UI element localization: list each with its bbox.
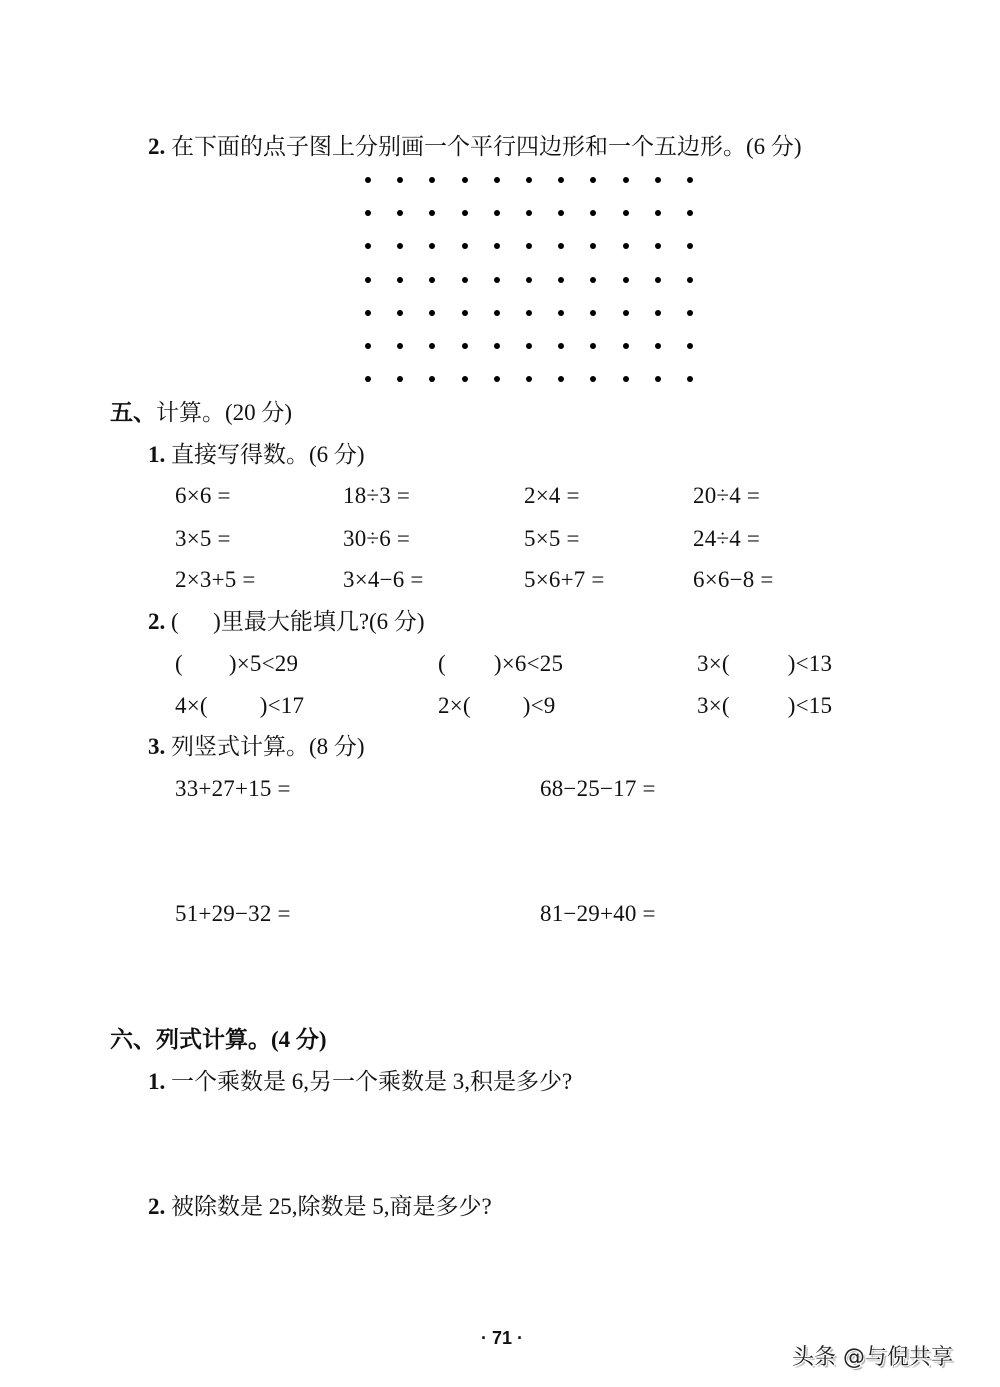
grid-dot[interactable] — [590, 343, 596, 349]
grid-dot[interactable] — [494, 210, 500, 216]
inequality — [438, 650, 563, 678]
inequality — [175, 692, 304, 720]
question-number: 1. — [148, 442, 166, 467]
grid-dot[interactable] — [655, 310, 661, 316]
grid-dot[interactable] — [558, 210, 564, 216]
grid-dot[interactable] — [687, 310, 693, 316]
grid-dot[interactable] — [590, 310, 596, 316]
question-number: 1. — [148, 1069, 166, 1094]
grid-dot[interactable] — [655, 210, 661, 216]
grid-dot[interactable] — [494, 177, 500, 183]
grid-dot[interactable] — [623, 210, 629, 216]
grid-dot[interactable] — [687, 210, 693, 216]
grid-dot[interactable] — [397, 376, 403, 382]
grid-dot[interactable] — [590, 277, 596, 283]
expression[interactable]: 30÷6 = — [343, 526, 411, 551]
grid-dot[interactable] — [365, 310, 371, 316]
inequality — [697, 650, 832, 678]
grid-dot[interactable] — [655, 277, 661, 283]
grid-dot[interactable] — [590, 177, 596, 183]
grid-dot[interactable] — [526, 310, 532, 316]
grid-dot[interactable] — [590, 243, 596, 249]
question-5-1 — [148, 441, 365, 469]
expression[interactable]: 3×4−6 = — [343, 567, 424, 592]
section-5-heading — [110, 399, 292, 427]
grid-dot[interactable] — [494, 343, 500, 349]
grid-dot[interactable] — [462, 310, 468, 316]
section-6-heading — [110, 1026, 327, 1054]
inequality — [175, 650, 298, 678]
grid-dot[interactable] — [365, 376, 371, 382]
question-6-2 — [148, 1193, 492, 1221]
grid-dot[interactable] — [687, 177, 693, 183]
section-title: 列式计算。(4 分) — [156, 1027, 327, 1052]
section-number: 五、 — [110, 400, 156, 425]
question-5-2 — [148, 608, 425, 636]
grid-dot[interactable] — [429, 177, 435, 183]
grid-dot[interactable] — [397, 177, 403, 183]
grid-dot[interactable] — [623, 177, 629, 183]
grid-dot[interactable] — [429, 210, 435, 216]
expression-suffix: )×6<25 — [493, 651, 564, 676]
grid-dot[interactable] — [655, 376, 661, 382]
expression[interactable]: 2×4 = — [524, 483, 580, 508]
grid-dot[interactable] — [429, 277, 435, 283]
grid-dot[interactable] — [462, 343, 468, 349]
grid-dot[interactable] — [623, 310, 629, 316]
grid-dot[interactable] — [429, 243, 435, 249]
grid-dot[interactable] — [397, 343, 403, 349]
expression-prefix: 3×( — [697, 651, 730, 676]
question-6-1 — [148, 1068, 572, 1096]
expression-prefix: 3×( — [697, 693, 730, 718]
expression[interactable]: 6×6 = — [175, 483, 231, 508]
grid-dot[interactable] — [462, 277, 468, 283]
grid-dot[interactable] — [365, 243, 371, 249]
question-text: 一个乘数是 6,另一个乘数是 3,积是多少? — [171, 1069, 573, 1094]
grid-dot[interactable] — [655, 343, 661, 349]
grid-dot[interactable] — [494, 376, 500, 382]
expression[interactable]: 2×3+5 = — [175, 567, 256, 592]
grid-dot[interactable] — [655, 243, 661, 249]
grid-dot[interactable] — [462, 177, 468, 183]
question-text: ( )里最大能填几?(6 分) — [171, 609, 425, 634]
grid-dot[interactable] — [526, 210, 532, 216]
grid-dot[interactable] — [687, 243, 693, 249]
grid-dot[interactable] — [558, 177, 564, 183]
page-number: · 71 · — [481, 1328, 524, 1348]
grid-dot[interactable] — [558, 277, 564, 283]
grid-dot[interactable] — [623, 376, 629, 382]
grid-dot[interactable] — [623, 277, 629, 283]
expression-prefix: ( — [175, 651, 183, 676]
expression[interactable]: 5×6+7 = — [524, 567, 605, 592]
question-text: 列竖式计算。(8 分) — [171, 734, 365, 759]
grid-dot[interactable] — [526, 277, 532, 283]
grid-dot[interactable] — [365, 210, 371, 216]
question-4-2 — [148, 133, 802, 161]
grid-dot[interactable] — [623, 343, 629, 349]
inequality — [697, 692, 832, 720]
grid-dot[interactable] — [623, 243, 629, 249]
expression[interactable]: 5×5 = — [524, 526, 580, 551]
expression[interactable]: 24÷4 = — [693, 526, 761, 551]
expression-prefix: 4×( — [175, 693, 208, 718]
question-number: 2. — [148, 134, 166, 159]
grid-dot[interactable] — [462, 210, 468, 216]
grid-dot[interactable] — [558, 243, 564, 249]
expression-prefix: ( — [438, 651, 446, 676]
question-text: 被除数是 25,除数是 5,商是多少? — [171, 1194, 492, 1219]
grid-dot[interactable] — [590, 210, 596, 216]
expression-prefix: 2×( — [438, 693, 471, 718]
grid-dot[interactable] — [462, 243, 468, 249]
grid-dot[interactable] — [462, 376, 468, 382]
grid-dot[interactable] — [526, 243, 532, 249]
section-number: 六、 — [110, 1027, 156, 1052]
grid-dot[interactable] — [526, 376, 532, 382]
grid-dot[interactable] — [397, 243, 403, 249]
expression-suffix: )<13 — [787, 651, 833, 676]
grid-dot[interactable] — [558, 343, 564, 349]
expression-suffix: )<9 — [522, 693, 556, 718]
grid-dot[interactable] — [365, 177, 371, 183]
vertical-calc-expression[interactable]: 68−25−17 = — [540, 776, 656, 801]
question-number: 2. — [148, 609, 166, 634]
grid-dot[interactable] — [429, 376, 435, 382]
expression[interactable]: 18÷3 = — [343, 483, 411, 508]
vertical-calc-expression[interactable]: 81−29+40 = — [540, 901, 656, 926]
expression[interactable]: 3×5 = — [175, 526, 231, 551]
grid-dot[interactable] — [397, 310, 403, 316]
grid-dot[interactable] — [687, 343, 693, 349]
expression-suffix: )×5<29 — [228, 651, 299, 676]
grid-dot[interactable] — [429, 343, 435, 349]
question-text: 在下面的点子图上分别画一个平行四边形和一个五边形。(6 分) — [171, 134, 802, 159]
grid-dot[interactable] — [655, 177, 661, 183]
expression-suffix: )<17 — [259, 693, 305, 718]
inequality — [438, 692, 555, 720]
grid-dot[interactable] — [494, 243, 500, 249]
grid-dot[interactable] — [494, 310, 500, 316]
grid-dot[interactable] — [687, 376, 693, 382]
vertical-calc-expression[interactable]: 33+27+15 = — [175, 776, 291, 801]
grid-dot[interactable] — [687, 277, 693, 283]
question-5-3 — [148, 733, 365, 761]
grid-dot[interactable] — [526, 177, 532, 183]
expression[interactable]: 20÷4 = — [693, 483, 761, 508]
grid-dot[interactable] — [558, 310, 564, 316]
grid-dot[interactable] — [365, 343, 371, 349]
question-number: 2. — [148, 1194, 166, 1219]
question-number: 3. — [148, 734, 166, 759]
grid-dot[interactable] — [397, 277, 403, 283]
watermark: 头条 @与倪共享 — [792, 1345, 953, 1370]
grid-dot[interactable] — [365, 277, 371, 283]
grid-dot[interactable] — [526, 343, 532, 349]
question-text: 直接写得数。(6 分) — [171, 442, 365, 467]
grid-dot[interactable] — [494, 277, 500, 283]
vertical-calc-expression[interactable]: 51+29−32 = — [175, 901, 291, 926]
grid-dot[interactable] — [558, 376, 564, 382]
grid-dot[interactable] — [590, 376, 596, 382]
grid-dot[interactable] — [397, 210, 403, 216]
section-title: 计算。(20 分) — [156, 400, 293, 425]
expression-suffix: )<15 — [787, 693, 833, 718]
grid-dot[interactable] — [429, 310, 435, 316]
expression[interactable]: 6×6−8 = — [693, 567, 774, 592]
